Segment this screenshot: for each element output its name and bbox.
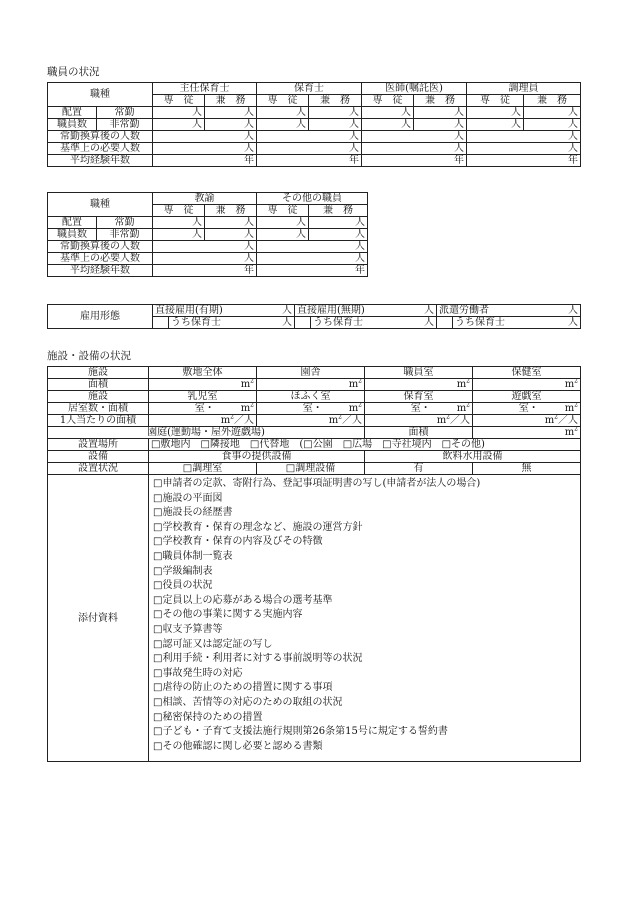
full-time-label: 専 従 <box>153 95 205 107</box>
col-head-health-room: 保健室 <box>473 367 581 379</box>
facility-label: 施設 <box>48 367 149 379</box>
col-head-infant-room: 乳児室 <box>149 391 257 403</box>
facility-label: 施設 <box>48 391 149 403</box>
part-time-label: 兼 務 <box>414 95 467 107</box>
employment-label: 雇用形態 <box>48 305 153 329</box>
water-equipment-header: 飲料水用設備 <box>365 451 581 463</box>
col-head-staff-room: 職員室 <box>365 367 473 379</box>
count-cell[interactable]: 人 <box>309 217 368 229</box>
full-time-label: 専 従 <box>257 205 309 217</box>
count-cell[interactable]: 人 <box>153 131 257 143</box>
staff-count-label: 職員数 <box>48 119 97 131</box>
count-cell[interactable]: 人 <box>543 305 581 317</box>
part-time-label: 兼 務 <box>524 95 581 107</box>
col-head-nursery-room: 保育室 <box>365 391 473 403</box>
non-regular-label: 非常勤 <box>97 229 153 241</box>
count-cell[interactable]: 人 <box>362 131 467 143</box>
count-cell[interactable]: 人 <box>153 241 257 253</box>
count-cell[interactable]: 人 <box>153 119 205 131</box>
part-time-label: 兼 務 <box>205 95 257 107</box>
years-cell[interactable]: 年 <box>153 155 257 167</box>
attachment-item[interactable]: □収支予算書等 <box>153 623 223 635</box>
area-cell[interactable]: $m^2$ <box>257 379 365 391</box>
per-person-cell[interactable]: $m^2/$人 <box>149 415 257 427</box>
cooking-equipment-checkbox[interactable]: □調理設備 <box>257 463 365 475</box>
staff-table-primary <box>47 82 581 167</box>
years-cell[interactable]: 年 <box>257 265 368 277</box>
staff-table-secondary <box>47 192 368 277</box>
indent-spacer <box>295 317 311 329</box>
per-person-cell[interactable]: $m^2/$人 <box>473 415 581 427</box>
count-cell[interactable]: 人 <box>257 143 362 155</box>
attachment-item[interactable]: □事故発生時の対応 <box>153 667 243 679</box>
count-cell[interactable]: 人 <box>153 143 257 155</box>
col-head-play-room: 遊戯室 <box>473 391 581 403</box>
kitchen-checkbox[interactable]: □調理室 <box>149 463 257 475</box>
count-cell[interactable]: 人 <box>309 119 362 131</box>
count-cell[interactable]: 人 <box>524 119 581 131</box>
attachment-item[interactable]: □学級編制表 <box>153 565 213 577</box>
area-label: 面積 <box>48 379 149 391</box>
rooms-area-cell[interactable]: 室・ $m^2$ <box>365 403 473 415</box>
meal-equipment-header: 食事の提供設備 <box>149 451 365 463</box>
indent-spacer <box>437 317 453 329</box>
water-yes-option[interactable]: 有 <box>365 463 473 475</box>
col-head-building: 園舎 <box>257 367 365 379</box>
direct-open-label: 直接雇用(無期) <box>295 305 401 317</box>
count-cell[interactable]: 人 <box>257 119 309 131</box>
count-cell[interactable]: 人 <box>414 107 467 119</box>
per-person-cell[interactable]: $m^2/$人 <box>365 415 473 427</box>
attachment-item[interactable]: □申請者の定款、寄附行為、登記事項証明書の写し(申請者が法人の場合) <box>153 478 481 489</box>
count-cell[interactable]: 人 <box>153 107 205 119</box>
attachment-item[interactable]: □学校教育・保育の内容及びその特徴 <box>153 536 323 548</box>
years-cell[interactable]: 年 <box>467 155 581 167</box>
count-cell[interactable]: 人 <box>153 253 257 265</box>
attachment-item[interactable]: □施設の平面図 <box>153 492 223 504</box>
count-cell[interactable]: 人 <box>205 217 257 229</box>
col-head-site: 敷地全体 <box>149 367 257 379</box>
attachment-item[interactable]: □利用手続・利用者に対する事前説明等の状況 <box>153 653 363 665</box>
col-head-chief-nurse: 主任保育士 <box>153 83 257 95</box>
count-cell[interactable]: 人 <box>401 305 437 317</box>
count-cell[interactable]: 人 <box>153 229 205 241</box>
years-cell[interactable]: 年 <box>257 155 362 167</box>
count-cell[interactable]: 人 <box>362 107 414 119</box>
location-label: 設置場所 <box>48 439 149 451</box>
full-time-label: 専 従 <box>467 95 524 107</box>
required-label: 基準上の必要人数 <box>48 253 153 265</box>
water-no-option[interactable]: 無 <box>473 463 581 475</box>
rooms-area-label: 居室数・面積 <box>48 403 149 415</box>
count-cell[interactable]: 人 <box>309 107 362 119</box>
count-cell[interactable]: 人 <box>153 217 205 229</box>
dispatched-label: 派遣労働者 <box>437 305 543 317</box>
area-cell[interactable]: $m^2$ <box>149 379 257 391</box>
attachment-item[interactable]: □定員以上の応募がある場合の選考基準 <box>153 594 333 606</box>
facility-table <box>47 366 581 762</box>
garden-area-cell[interactable]: $m^2$ <box>473 427 581 439</box>
placement-label: 配置 <box>48 217 97 229</box>
attachments-checklist <box>149 475 581 762</box>
part-time-label: 兼 務 <box>309 95 362 107</box>
count-cell[interactable]: 人 <box>543 317 581 329</box>
count-cell[interactable]: 人 <box>467 143 581 155</box>
count-cell[interactable]: 人 <box>362 143 467 155</box>
garden-area-label: 面積 <box>365 427 473 439</box>
of-which-nurse-label: うち保育士 <box>453 317 543 329</box>
years-cell[interactable]: 年 <box>153 265 257 277</box>
count-cell[interactable]: 人 <box>205 119 257 131</box>
col-head-nurse: 保育士 <box>257 83 362 95</box>
part-time-label: 兼 務 <box>205 205 257 217</box>
area-cell[interactable]: $m^2$ <box>473 379 581 391</box>
rooms-area-cell[interactable]: 室・ $m^2$ <box>149 403 257 415</box>
count-cell[interactable]: 人 <box>259 317 295 329</box>
count-cell[interactable]: 人 <box>524 107 581 119</box>
per-person-label: 1人当たりの面積 <box>48 415 149 427</box>
rooms-area-cell[interactable]: 室・ $m^2$ <box>257 403 365 415</box>
regular-label: 常勤 <box>97 107 153 119</box>
count-cell[interactable]: 人 <box>257 253 368 265</box>
count-cell[interactable]: 人 <box>257 241 368 253</box>
attachments-label: 添付資料 <box>48 475 149 762</box>
attachment-item[interactable]: □その他の事業に関する実施内容 <box>153 609 303 621</box>
col-head-doctor: 医師(嘱託医) <box>362 83 467 95</box>
count-cell[interactable]: 人 <box>205 229 257 241</box>
count-cell[interactable]: 人 <box>414 119 467 131</box>
job-type-header: 職種 <box>48 193 153 217</box>
attachment-item[interactable]: □その他確認に関し必要と認める書類 <box>153 740 323 752</box>
part-time-label: 兼 務 <box>309 205 368 217</box>
rooms-area-cell[interactable]: 室・ $m^2$ <box>473 403 581 415</box>
col-head-crawling-room: ほふく室 <box>257 391 365 403</box>
count-cell[interactable]: 人 <box>257 131 362 143</box>
count-cell[interactable]: 人 <box>205 107 257 119</box>
of-which-nurse-label: うち保育士 <box>311 317 401 329</box>
count-cell[interactable]: 人 <box>259 305 295 317</box>
count-cell[interactable]: 人 <box>467 107 524 119</box>
count-cell[interactable]: 人 <box>309 229 368 241</box>
job-type-header: 職種 <box>48 83 153 107</box>
direct-fixed-label: 直接雇用(有期) <box>153 305 259 317</box>
attachment-item[interactable]: □職員体制一覧表 <box>153 550 233 562</box>
per-person-cell[interactable]: $m^2/$人 <box>257 415 365 427</box>
placement-label: 配置 <box>48 107 97 119</box>
facility-section-heading: 施設・設備の状況 <box>47 350 131 362</box>
count-cell[interactable]: 人 <box>257 107 309 119</box>
required-label: 基準上の必要人数 <box>48 143 153 155</box>
attachment-item[interactable]: □施設長の経歴書 <box>153 507 233 519</box>
install-status-label: 設置状況 <box>48 463 149 475</box>
count-cell[interactable]: 人 <box>362 119 414 131</box>
indent-spacer <box>153 317 169 329</box>
full-time-label: 専 従 <box>257 95 309 107</box>
staff-section-heading: 職員の状況 <box>47 66 100 78</box>
count-cell[interactable]: 人 <box>467 131 581 143</box>
regular-label: 常勤 <box>97 217 153 229</box>
attachment-item[interactable]: □相談、苦情等の対応のための取組の状況 <box>153 696 343 708</box>
avg-years-label: 平均経験年数 <box>48 265 153 277</box>
attachment-item[interactable]: □認可証又は認定証の写し <box>153 638 273 650</box>
employment-table <box>47 304 581 329</box>
col-head-other-staff: その他の職員 <box>257 193 368 205</box>
fte-label: 常勤換算後の人数 <box>48 241 153 253</box>
count-cell[interactable]: 人 <box>401 317 437 329</box>
attachment-item[interactable]: □秘密保持のための措置 <box>153 711 263 723</box>
count-cell[interactable]: 人 <box>257 229 309 241</box>
full-time-label: 専 従 <box>362 95 414 107</box>
attachment-item[interactable]: □虐待の防止のための措置に関する事項 <box>153 682 333 694</box>
attachment-item[interactable]: □子ども・子育て支援法施行規則第26条第15号に規定する誓約書 <box>153 726 448 738</box>
garden-label: 園庭(運動場・屋外遊戯場) <box>48 427 365 439</box>
area-cell[interactable]: $m^2$ <box>365 379 473 391</box>
count-cell[interactable]: 人 <box>257 217 309 229</box>
years-cell[interactable]: 年 <box>362 155 467 167</box>
of-which-nurse-label: うち保育士 <box>169 317 259 329</box>
full-time-label: 専 従 <box>153 205 205 217</box>
attachment-item[interactable]: □学校教育・保育の理念など、施設の運営方針 <box>153 521 363 533</box>
equipment-label: 設備 <box>48 451 149 463</box>
avg-years-label: 平均経験年数 <box>48 155 153 167</box>
col-head-cook: 調理員 <box>467 83 581 95</box>
attachment-item[interactable]: □役員の状況 <box>153 580 213 592</box>
fte-label: 常勤換算後の人数 <box>48 131 153 143</box>
non-regular-label: 非常勤 <box>97 119 153 131</box>
count-cell[interactable]: 人 <box>467 119 524 131</box>
location-options[interactable]: □敷地内 □隣接地 □代替地 (□公園 □広場 □寺社境内 □その他) <box>149 439 581 451</box>
staff-count-label: 職員数 <box>48 229 97 241</box>
col-head-teacher: 教諭 <box>153 193 257 205</box>
